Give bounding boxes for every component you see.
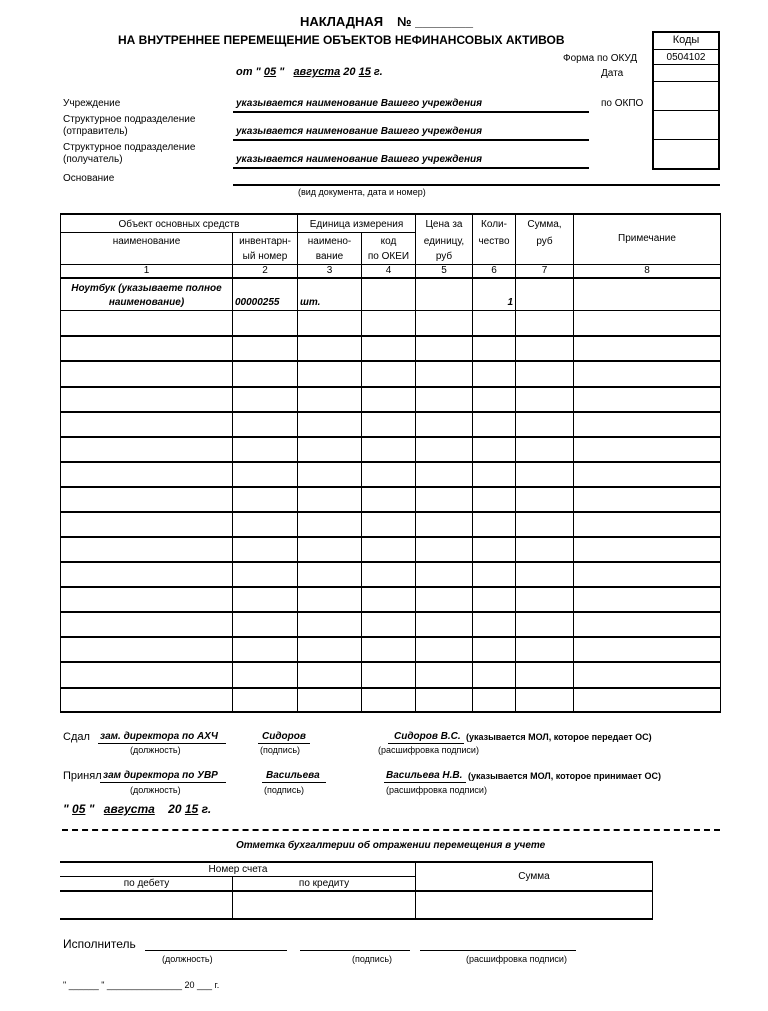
- cut-line: [62, 829, 720, 831]
- gave-note: (указывается МОЛ, которое передает ОС): [466, 732, 652, 742]
- header-unit-name-2: вание: [315, 251, 344, 262]
- received-label: Принял: [63, 770, 102, 782]
- debit-header: по дебету: [123, 878, 170, 889]
- executor-date[interactable]: " ______ " _______________ 20 ___ г.: [63, 980, 220, 990]
- document-number[interactable]: № ________: [397, 14, 473, 29]
- header-price-3: руб: [435, 251, 453, 262]
- received-note: (указывается МОЛ, которое принимает ОС): [468, 771, 661, 781]
- col-number: 3: [326, 265, 333, 276]
- account-number-header: Номер счета: [208, 864, 268, 875]
- credit-header: по кредиту: [298, 878, 350, 889]
- executor-sign-caption: (подпись): [352, 954, 393, 964]
- gave-name[interactable]: Сидоров В.С.: [394, 731, 461, 742]
- gave-sign-caption: (подпись): [260, 745, 301, 755]
- header-price-1: Цена за: [425, 219, 463, 230]
- receiver-label-2: (получатель): [63, 154, 123, 165]
- received-name-caption: (расшифровка подписи): [386, 785, 487, 795]
- basis-label: Основание: [63, 173, 115, 184]
- received-name[interactable]: Васильева Н.В.: [386, 770, 463, 781]
- executor-position-field[interactable]: [145, 950, 287, 951]
- header-object: Объект основных средств: [118, 219, 240, 230]
- executor-label: Исполнитель: [63, 937, 136, 951]
- header-qty-2: чество: [478, 236, 510, 247]
- executor-name-field[interactable]: [420, 950, 576, 951]
- header-sum-1: Сумма,: [527, 219, 562, 230]
- received-sign-caption: (подпись): [264, 785, 305, 795]
- codes-title: Коды: [672, 34, 700, 46]
- col-number: 5: [441, 265, 447, 276]
- receiver-field[interactable]: указывается наименование Вашего учреждения: [236, 154, 483, 165]
- document-subtitle: НА ВНУТРЕННЕЕ ПЕРЕМЕЩЕНИЕ ОБЪЕКТОВ НЕФИНАНСОВЫХ АКТИВОВ: [118, 33, 565, 47]
- header-okei-1: код: [380, 236, 397, 247]
- executor-name-caption: (расшифровка подписи): [466, 954, 567, 964]
- col-number: 1: [143, 265, 150, 276]
- document-title: НАКЛАДНАЯ: [300, 14, 384, 29]
- received-position[interactable]: зам директора по УВР: [103, 770, 218, 781]
- gave-name-caption: (расшифровка подписи): [378, 745, 479, 755]
- item-unit: шт.: [300, 297, 321, 308]
- col-number: 8: [644, 265, 650, 276]
- signature-date: " 05 " августа 20 15 г.: [63, 802, 212, 816]
- item-quantity: 1: [507, 297, 513, 308]
- institution-label: Учреждение: [63, 98, 121, 109]
- item-inventory-number: 00000255: [235, 297, 280, 308]
- executor-sign-field[interactable]: [300, 950, 410, 951]
- header-name: наименование: [112, 236, 181, 247]
- col-number: 4: [385, 265, 392, 276]
- received-position-caption: (должность): [130, 785, 181, 795]
- gave-position[interactable]: зам. директора по АХЧ: [100, 731, 218, 742]
- item-name-2: наименование): [108, 297, 185, 308]
- gave-label: Сдал: [63, 731, 90, 743]
- header-sum-2: руб: [536, 236, 553, 247]
- header-okei-2: по ОКЕИ: [367, 251, 410, 262]
- sum-header: Сумма: [518, 871, 550, 882]
- gave-signature[interactable]: Сидоров: [262, 731, 306, 742]
- received-signature[interactable]: Васильева: [266, 770, 320, 781]
- basis-field[interactable]: [233, 184, 720, 186]
- sender-label-2: (отправитель): [63, 126, 128, 137]
- date-code-label: Дата: [601, 68, 624, 79]
- item-name-1: Ноутбук (указываете полное: [71, 283, 222, 294]
- basis-caption: (вид документа, дата и номер): [298, 187, 426, 197]
- document-date: от " 05 " августа 20 15 г.: [236, 66, 383, 78]
- accounting-title: Отметка бухгалтерии об отражении перемещения в учете: [236, 840, 546, 851]
- okud-label: Форма по ОКУД: [563, 53, 638, 64]
- header-inventory-1: инвентарн-: [239, 236, 291, 247]
- col-number: 2: [262, 265, 268, 276]
- header-inventory-2: ый номер: [242, 251, 288, 262]
- header-qty-1: Коли-: [481, 219, 507, 230]
- sender-field[interactable]: указывается наименование Вашего учреждения: [236, 126, 483, 137]
- receiver-label-1: Структурное подразделение: [63, 142, 196, 153]
- col-number: 7: [541, 265, 548, 276]
- okpo-label: по ОКПО: [601, 98, 644, 109]
- gave-position-caption: (должность): [130, 745, 181, 755]
- header-price-2: единицу,: [423, 236, 465, 247]
- header-unit-name-1: наимено-: [307, 236, 352, 247]
- sender-label-1: Структурное подразделение: [63, 114, 196, 125]
- header-note: Примечание: [618, 233, 676, 244]
- col-number: 6: [491, 265, 497, 276]
- okud-code-value: 0504102: [666, 52, 706, 63]
- header-unit: Единица измерения: [309, 219, 404, 230]
- institution-field[interactable]: указывается наименование Вашего учреждения: [236, 98, 483, 109]
- executor-position-caption: (должность): [162, 954, 213, 964]
